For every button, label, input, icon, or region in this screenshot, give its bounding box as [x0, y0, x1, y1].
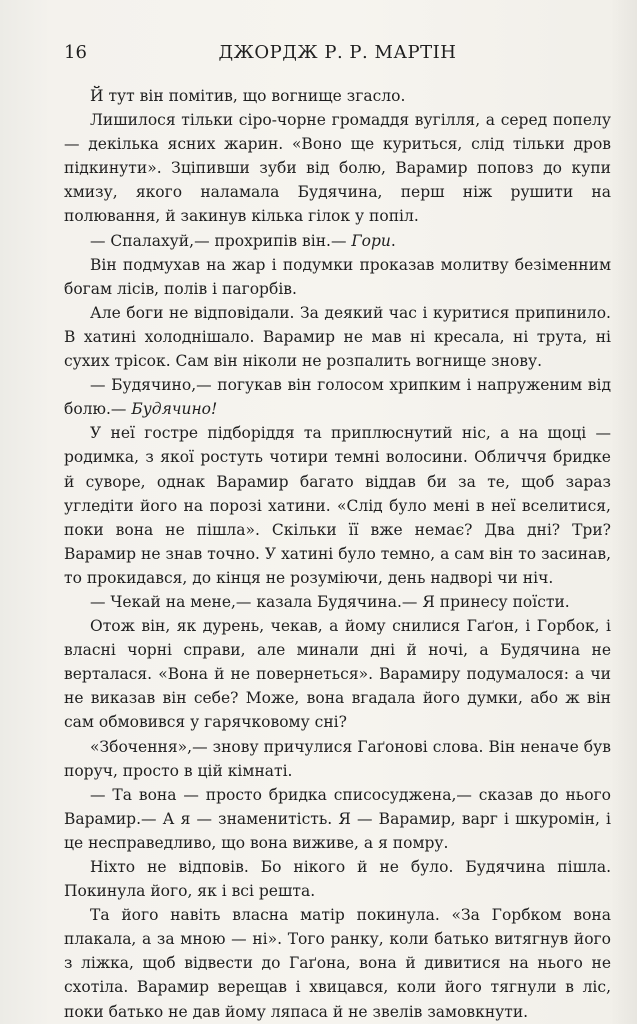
- paragraph: — Будячино,— погукав він голосом хрипким і напруженим від болю.— Будячино!: [64, 376, 611, 419]
- paragraph: Але боги не відповідали. За деякий час і куритися припинило. В хатині холоднішало. Варамир не мав ні кресала, ні трута, ні сухих трісок. Сам він ніколи не розпалить вогнище знову.: [64, 303, 611, 371]
- paragraph: — Спалахуй,— прохрипів він.— Гори.: [90, 231, 396, 250]
- paragraph: Та його навіть власна матір покинула. «За Горбком вона плакала, а за мною — ні». Того ранку, коли батько витягнув його з ліжка, щоб відвести до Гаґона, вона й дивитися на нього не схотіла. Варамир верещав і хвицався, коли його тягнули в ліс, поки батько не дав йому ляпаса й не звелів замовкнути.: [64, 906, 611, 1021]
- paragraph: «Збочення»,— знову причулися Гаґонові слова. Він неначе був поруч, просто в цій кімнаті.: [64, 737, 611, 780]
- page-body: [64, 84, 611, 1024]
- running-head: ДЖОРДЖ Р. Р. МАРТІН: [218, 42, 457, 63]
- italic-emphasis: Будячино!: [131, 400, 218, 419]
- italic-emphasis: Гори: [351, 231, 391, 250]
- paragraph: — Та вона — просто бридка списосуджена,— сказав до нього Варамир.— А я — знаменитість. Я — Варамир, варг і шкуромін, і це несправедливо, що вона виживе, а я помру.: [64, 785, 611, 852]
- paragraph: — Чекай на мене,— казала Будячина.— Я принесу поїсти.: [90, 592, 570, 611]
- paragraph: У неї гостре підборіддя та приплюснутий ніс, а на щоці — родимка, з якої ростуть чотири темні волосини. Обличчя бридке й суворе, однак Варамир багато віддав би за те, щоб зараз угледіти його на порозі хатини. «Слід було мені в неї вселитися, поки вона не пішла». Скільки її вже немає? Два дні? Три? Варамир не знав точно. У хатині було темно, а сам він то засинав, то прокидався, до кінця не розуміючи, день надворі чи ніч.: [64, 424, 611, 587]
- paragraph: Він подмухав на жар і подумки проказав молитву безіменним богам лісів, полів і пагорбів.: [64, 255, 611, 298]
- paragraph: Отож він, як дурень, чекав, а йому снилися Гаґон, і Горбок, і власні чорні справи, але минали дні й ночі, а Будячина не верталася. «Вона й не повернеться». Варамиру подумалося: а чи не виказав він себе? Може, вона вгадала його думки, або ж він сам обмовився у гарячковому сні?: [64, 617, 611, 732]
- paragraph: Лишилося тільки сіро-чорне громаддя вугілля, а серед попелу — декілька ясних жарин. «Воно ще куриться, слід тільки дров підкинути». Зціпивши зуби від болю, Варамир поповз до купи хмизу, якого наламала Будячина, перш ніж рушити на полювання, й закинув кілька гілок у попіл.: [64, 111, 611, 226]
- paragraph: Й тут він помітив, що вогнище згасло.: [90, 87, 406, 105]
- paragraph: Ніхто не відповів. Бо нікого й не було. Будячина пішла. Покинула його, як і всі решта.: [64, 858, 611, 901]
- page-header: [64, 42, 611, 64]
- page-number: 16: [64, 42, 87, 63]
